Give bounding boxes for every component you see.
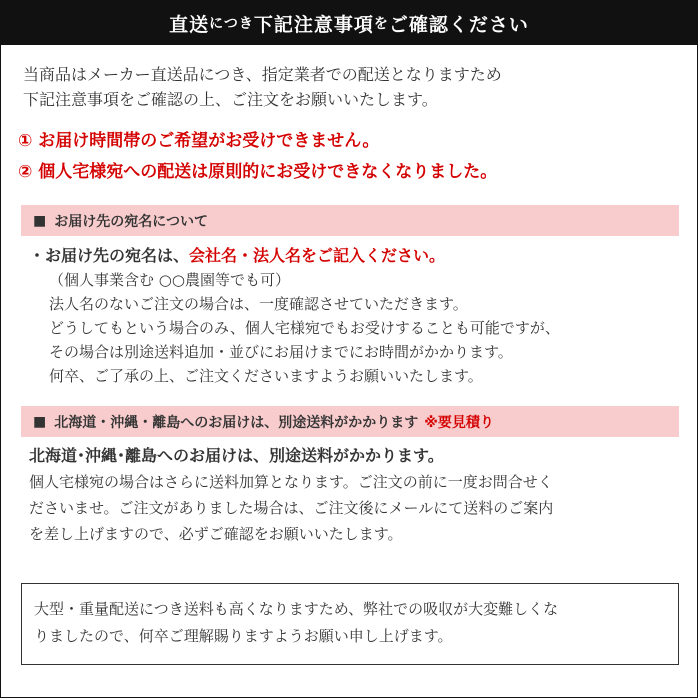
- addressee-line: （個人事業含む ○○農園等でも可）: [49, 271, 290, 289]
- shipping-note-line-2: りましたので、何卒ご理解賜りますようお願い申し上げます。: [34, 627, 453, 645]
- addressee-lead-emphasis: 会社名・法人名をご記入ください。: [189, 246, 446, 265]
- notice-list: [18, 126, 697, 188]
- section-body-remote-areas: [29, 443, 697, 547]
- notice-residential: ② 個人宅様宛への配送は原則的にお受けできなくなりました。: [18, 162, 498, 182]
- header-text-5: ご確認ください: [388, 13, 529, 36]
- section-heading-remote-areas: [21, 406, 679, 437]
- shipping-note-line-1: 大型・重量配送につき送料も高くなりますため、弊社での吸収が大変難しくな: [34, 600, 559, 618]
- header-text-2: につき: [209, 16, 254, 32]
- addressee-lead: [29, 244, 697, 268]
- remote-areas-line: を差し上げますので、必ずご確認をお願いいたします。: [29, 525, 403, 543]
- addressee-line: 何卒、ご了承の上、ご注文くださいますようお願いいたします。: [49, 367, 483, 385]
- addressee-line: その場合は別途送料追加・並びにお届けまでにお時間がかかります。: [49, 343, 513, 361]
- header-banner: [1, 1, 697, 45]
- notice-time-slot: ① お届け時間帯のご希望がお受けできません。: [18, 131, 380, 151]
- remote-areas-lead: 北海道･沖縄･離島へのお届けは、別途送料がかかります。: [29, 446, 444, 465]
- remote-areas-line: 個人宅様宛の場合はさらに送料加算となります。ご注文の前に一度お問合せく: [29, 473, 553, 491]
- section-body-addressee: [29, 244, 697, 388]
- header-text-4: を: [373, 16, 389, 32]
- remote-areas-line: ださいませ。ご注文がありました場合は、ご注文後にメールにて送料のご案内: [29, 499, 554, 517]
- section-title: お届け先の宛名について: [54, 213, 208, 230]
- estimate-required-note: ※要見積り: [424, 414, 494, 431]
- intro-line-1: 当商品はメーカー直送品につき、指定業者での配送となりますため: [23, 65, 502, 84]
- addressee-line: どうしてもという場合のみ、個人宅様宛でもお受けすることも可能ですが、: [49, 319, 560, 337]
- square-bullet-icon: ■: [33, 212, 47, 229]
- shipping-cost-note-box: [21, 583, 679, 665]
- section-title: 北海道・沖縄・離島へのお届けは、別途送料がかかります: [54, 414, 419, 431]
- intro-line-2: 下記注意事項をご確認の上、ご注文をお願いいたします。: [23, 90, 438, 109]
- square-bullet-icon: ■: [33, 413, 47, 430]
- addressee-line: 法人名のないご注文の場合は、一度確認させていただきます。: [49, 295, 468, 313]
- header-text-1: 直送: [169, 13, 210, 36]
- addressee-lead-text: ・お届け先の宛名は、: [29, 246, 190, 265]
- intro-paragraph: [23, 62, 697, 112]
- header-text-3: 下記注意事項: [253, 13, 374, 36]
- section-heading-addressee: [21, 205, 679, 236]
